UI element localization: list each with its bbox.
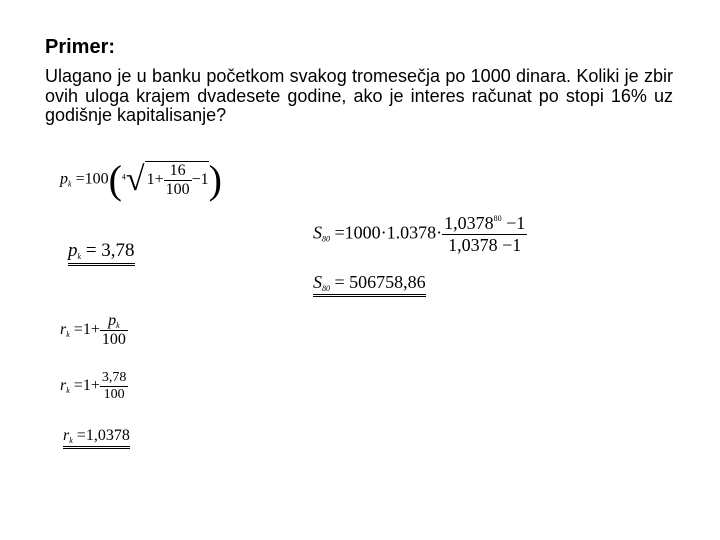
numerator-tail: −1: [501, 213, 526, 233]
numerator-sub: k: [116, 321, 120, 330]
sub-k: k: [69, 436, 73, 445]
paren-open: (: [108, 157, 122, 202]
fraction: [100, 312, 128, 349]
var-r: r: [60, 377, 67, 395]
denominator: 100: [103, 387, 125, 402]
var-r: r: [60, 321, 67, 339]
sub-80: 80: [322, 234, 330, 244]
numerator: p: [108, 312, 117, 329]
sub-k: k: [77, 252, 82, 261]
exponent: 80: [493, 214, 502, 223]
rk-result: [63, 427, 130, 445]
minus-one: −1: [191, 171, 209, 189]
radical-icon: √: [125, 161, 145, 198]
numerator: 16: [164, 162, 192, 181]
var-p: p: [68, 240, 78, 261]
slide-title: Primer:: [45, 36, 116, 58]
sub-k: k: [66, 386, 70, 396]
pk-formula: [60, 157, 222, 202]
denominator: 1,0378 −1: [448, 235, 522, 255]
pk-result: [68, 240, 135, 262]
value: = 3,78: [85, 240, 135, 261]
radicand: [145, 161, 209, 199]
eq: =100: [75, 170, 109, 188]
sub-80: 80: [322, 284, 330, 293]
paren-close: ): [208, 157, 222, 202]
root-index: 4: [121, 172, 126, 182]
denominator: 100: [165, 181, 190, 198]
var-p: p: [60, 170, 68, 188]
eq: =1+: [73, 321, 100, 339]
value: =1,0378: [76, 427, 130, 444]
eq: =1+: [73, 377, 100, 395]
s-formula: [313, 213, 527, 256]
one-plus: 1+: [146, 171, 164, 189]
fraction: [442, 213, 527, 256]
problem-text: Ulagano je u banku početkom svakog tromesečja po 1000 dinara. Koliki je zbir ovih uloga krajem dvadesete godine, ako je interes računat po stopi 16% uz godišnje kapitalisanje?: [45, 66, 673, 125]
eq: =1000·1.0378·: [334, 222, 443, 243]
s-result: [313, 272, 426, 293]
rk-formula: [60, 312, 128, 349]
value: = 506758,86: [334, 272, 426, 292]
fraction: [100, 370, 129, 403]
var-s: S: [313, 272, 322, 292]
numerator: 3,78: [101, 370, 127, 385]
numerator-base: 1,0378: [444, 213, 494, 233]
fraction: [164, 162, 192, 199]
var-s: S: [313, 222, 322, 243]
rk-substitution: [60, 370, 128, 403]
var-r: r: [63, 427, 70, 444]
sub-k: k: [68, 179, 72, 189]
denominator: 100: [101, 331, 126, 348]
sub-k: k: [66, 330, 70, 340]
